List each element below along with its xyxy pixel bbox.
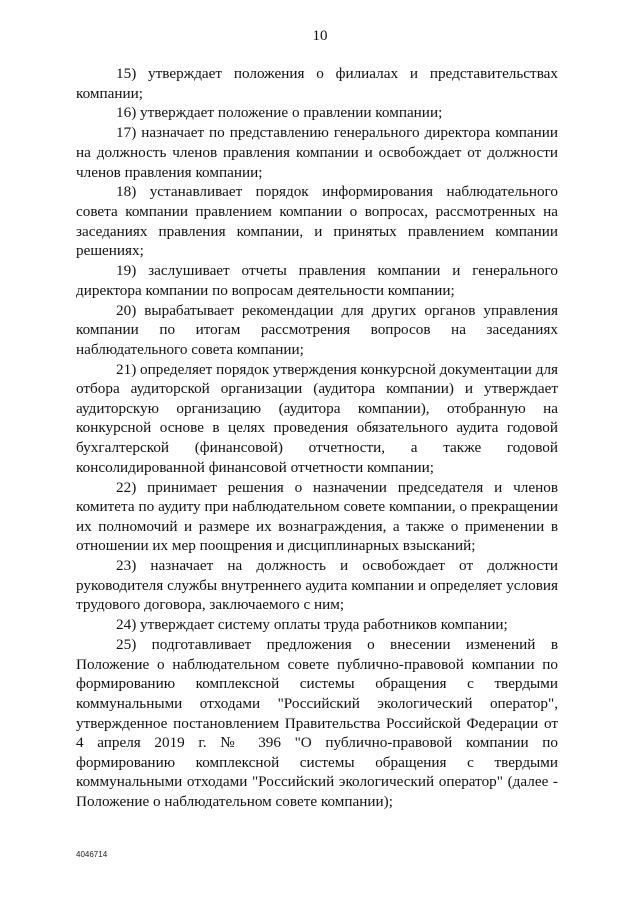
paragraph-item-22: 22) принимает решения о назначении председателя и членов комитета по аудиту при наблюдательном совете компании, о прекращении их полномочий и размере их вознаграждения, а также о применении в отношении их мер поощрения и дисциплинарных взысканий; [76,478,558,555]
paragraph-item-25: 25) подготавливает предложения о внесении изменений в Положение о наблюдательном совете публично-правовой компании по формированию комплексной системы обращения с твердыми коммунальными отходами "Российский экологический оператор", утвержденное постановлением Правительства Российской Федерации от 4 апреля 2019 г. № 396 "О публично-правовой компании по формированию комплексной системы обращения с твердыми коммунальными отходами "Российский экологический оператор" (далее - Положение о наблюдательном совете компании); [76,636,558,810]
paragraph-item-15: 15) утверждает положения о филиалах и представительствах компании; [76,65,558,102]
paragraph-item-17: 17) назначает по представлению генерального директора компании на должность членов правления компании и освобождает от должности членов правления компании; [76,124,558,181]
paragraph-item-24: 24) утверждает систему оплаты труда работников компании; [116,616,508,634]
paragraph-item-19: 19) заслушивает отчеты правления компании и генерального директора компании по вопросам деятельности компании; [76,262,558,299]
paragraph-item-23: 23) назначает на должность и освобождает от должности руководителя службы внутреннего аудита компании и определяет условия трудового договора, заключаемого с ним; [76,557,558,614]
document-id: 4046714 [76,850,108,859]
paragraph-item-20: 20) вырабатывает рекомендации для других органов управления компании по итогам рассмотрения вопросов на заседаниях наблюдательного совета компании; [76,301,558,358]
paragraph-item-21: 21) определяет порядок утверждения конкурсной документации для отбора аудиторской организации (аудитора компании) и утверждает аудиторскую организацию (аудитора компании), отобранную на конкурсной основе в целях проведения обязательного аудита годовой бухгалтерской (финансовой) отчетности, а также годовой консолидированной финансовой отчетности компании; [76,360,559,476]
page-number: 10 [312,28,328,44]
paragraph-item-18: 18) устанавливает порядок информирования наблюдательного совета компании правлением компании о вопросах, рассмотренных на заседаниях правления компании, и принятых правлением компании решениях; [76,183,558,260]
paragraph-item-16: 16) утверждает положение о правлении компании; [116,104,443,122]
document-body [76,64,558,812]
